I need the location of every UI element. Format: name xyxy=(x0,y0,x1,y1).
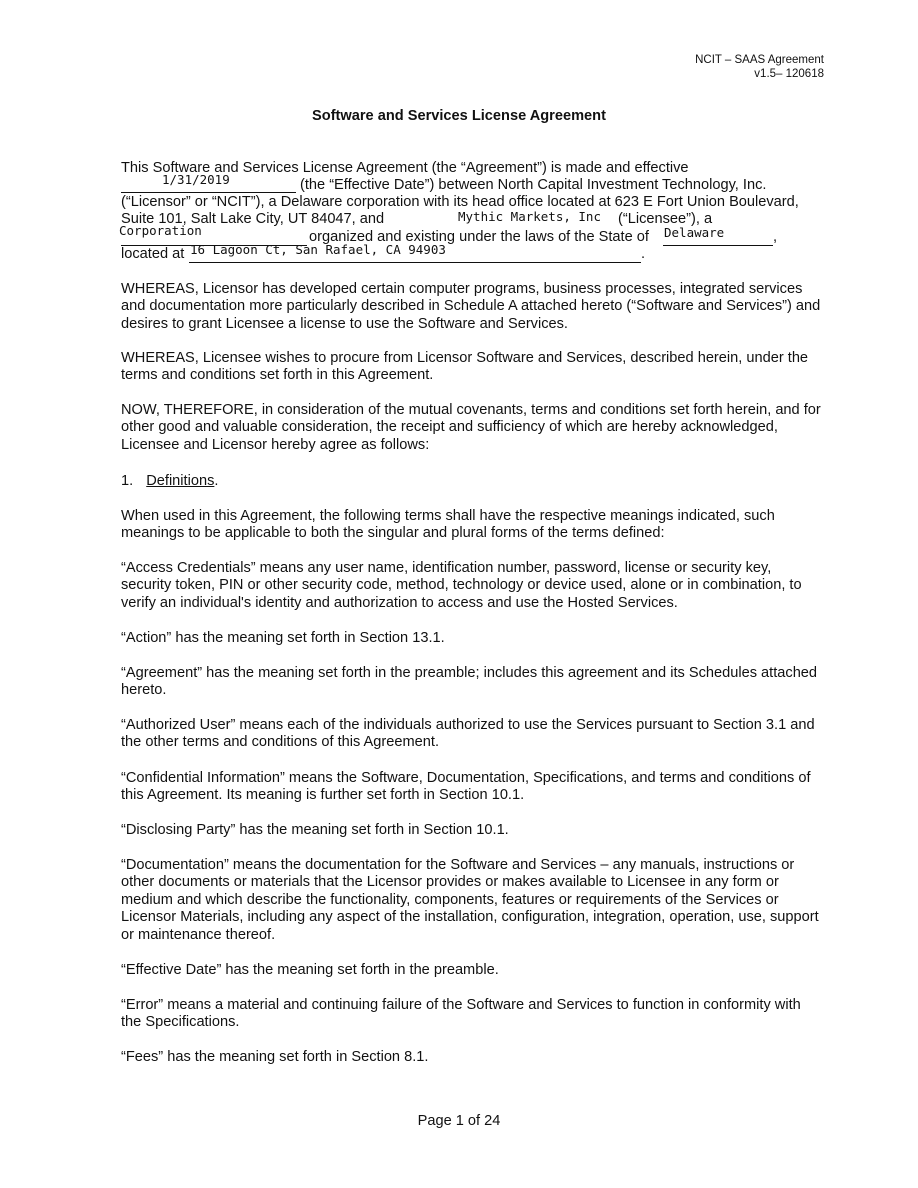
preamble-line-4a: Suite 101, Salt Lake City, UT 84047, and xyxy=(121,211,385,227)
preamble-line-6a: located at xyxy=(121,246,185,262)
def-documentation: “Documentation” means the documentation for the Software and Services – any manuals, instructions or other documents or materials that the Licensor provides or makes available to Licensee in any form or medium and which describe the functionality, components, features or requirements of the Services or Licensor Materials, including any aspect of the installation, configuration, integration, operation, use, support or maintenance thereof. xyxy=(121,857,819,943)
preamble-line-5a: organized and existing under the laws of the State of xyxy=(309,229,649,245)
state-blank xyxy=(663,245,773,246)
state-field[interactable]: Delaware xyxy=(664,225,725,240)
header-version: v1.5– 120618 xyxy=(754,68,824,80)
section-1-number: 1. xyxy=(121,473,134,489)
section-1-period: . xyxy=(214,473,219,489)
preamble-line-6b: . xyxy=(641,246,646,262)
def-disclosing-party: “Disclosing Party” has the meaning set forth in Section 10.1. xyxy=(121,822,509,838)
def-authorized-user: “Authorized User” means each of the individuals authorized to use the Services pursuant to Section 3.1 and the other terms and conditions of this Agreement. xyxy=(121,717,815,751)
recital-2: WHEREAS, Licensee wishes to procure from Licensor Software and Services, described herein, under the terms and conditions set forth in this Agreement. xyxy=(121,350,809,384)
header-agreement-id: NCIT – SAAS Agreement xyxy=(695,54,824,66)
preamble-line-5b: , xyxy=(773,229,778,245)
document-title: Software and Services License Agreement xyxy=(312,108,606,124)
entity-type-field[interactable]: Corporation xyxy=(119,223,202,238)
preamble-line-3: (“Licensor” or “NCIT”), a Delaware corporation with its head office located at 623 E Fort Union Boulevard, xyxy=(121,194,799,210)
def-error: “Error” means a material and continuing failure of the Software and Services to function in conformity with the Specifications. xyxy=(121,997,801,1031)
def-agreement: “Agreement” has the meaning set forth in the preamble; includes this agreement and its Schedules attached hereto. xyxy=(121,665,818,699)
preamble-line-1: This Software and Services License Agreement (the “Agreement”) is made and effective xyxy=(121,160,689,176)
effective-date-field[interactable]: 1/31/2019 xyxy=(162,172,230,187)
address-blank xyxy=(189,262,641,263)
def-access-credentials: “Access Credentials” means any user name, identification number, password, license or security key, security token, PIN or other security code, method, technology or device used, alone or in combination, to verify an individual's identity and authorization to access and use the Hosted Services. xyxy=(121,560,802,611)
document-header xyxy=(695,53,824,81)
def-effective-date: “Effective Date” has the meaning set forth in the preamble. xyxy=(121,962,499,978)
effective-date-blank xyxy=(121,192,296,193)
preamble-line-2: (the “Effective Date”) between North Capital Investment Technology, Inc. xyxy=(300,177,767,193)
preamble-line-4b: (“Licensee”), a xyxy=(618,211,713,227)
section-1-heading xyxy=(121,473,218,490)
recital-1: WHEREAS, Licensor has developed certain computer programs, business processes, integrated services and documentation more particularly described in Schedule A attached hereto (“Software and Services”) and desires to grant Licensee a license to use the Software and Services. xyxy=(121,281,821,332)
def-confidential-information: “Confidential Information” means the Software, Documentation, Specifications, and terms and conditions of this Agreement. Its meaning is further set forth in Section 10.1. xyxy=(121,770,811,804)
section-1-title: Definitions xyxy=(146,473,215,489)
def-fees: “Fees” has the meaning set forth in Section 8.1. xyxy=(121,1049,429,1065)
address-field[interactable]: 16 Lagoon Ct, San Rafael, CA 94903 xyxy=(190,242,446,257)
definitions-intro: When used in this Agreement, the following terms shall have the respective meanings indicated, such meanings to be applicable to both the singular and plural forms of the terms defined: xyxy=(121,508,775,542)
page-number: Page 1 of 24 xyxy=(417,1113,501,1129)
licensee-name-field[interactable]: Mythic Markets, Inc xyxy=(458,209,601,224)
recital-3: NOW, THEREFORE, in consideration of the mutual covenants, terms and conditions set forth herein, and for other good and valuable consideration, the receipt and sufficiency of which are hereby acknowledged, Licensee and Licensor hereby agree as follows: xyxy=(121,402,821,453)
def-action: “Action” has the meaning set forth in Section 13.1. xyxy=(121,630,445,646)
